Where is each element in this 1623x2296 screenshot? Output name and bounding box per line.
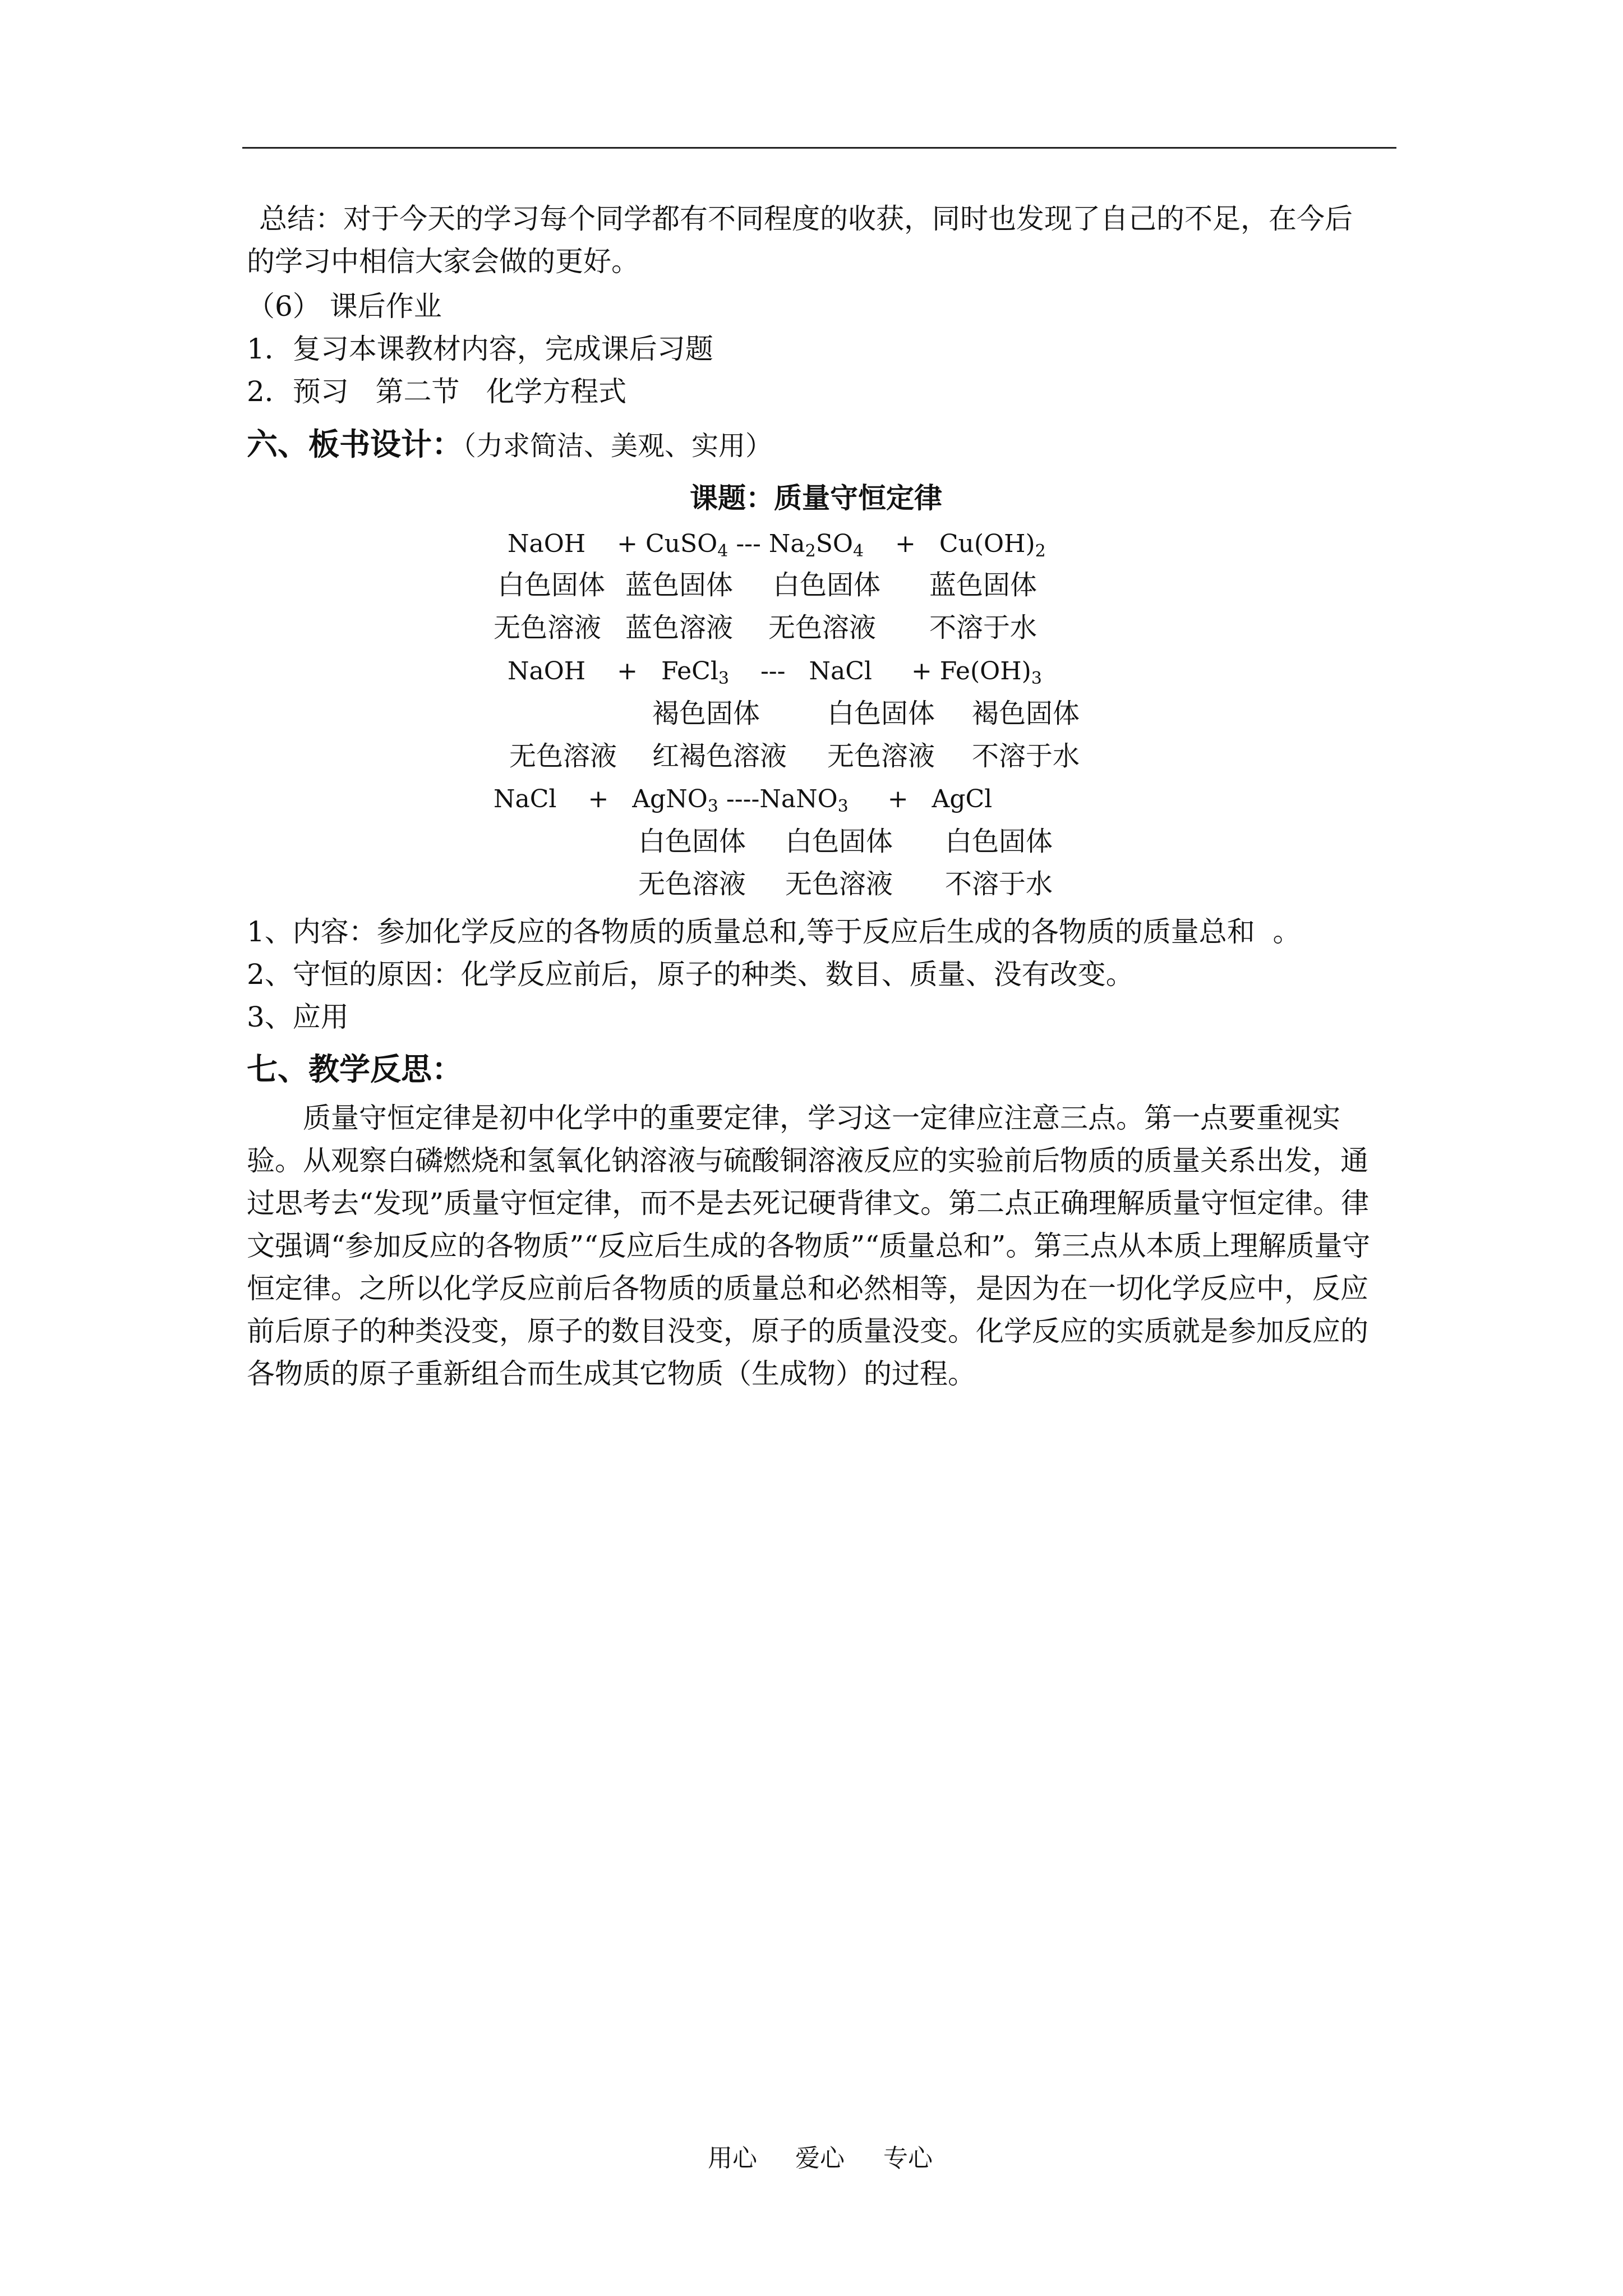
product: + Fe(OH) <box>911 657 1031 685</box>
reaction-1-state: 蓝色固体 <box>929 569 1038 601</box>
homework-item-2: 2．预习 第二节 化学方程式 <box>247 375 627 408</box>
reaction-2-state: 白色固体 <box>827 698 935 729</box>
reaction-1-solution: 蓝色溶液 <box>625 612 734 643</box>
reaction-2-solution: 无色溶液 <box>827 740 935 772</box>
reaction-3-solution: 无色溶液 <box>638 868 746 900</box>
reaction-1-solution: 无色溶液 <box>768 612 877 643</box>
reaction-3-solution: 无色溶液 <box>785 868 893 900</box>
board-heading-text: 六、板书设计： <box>247 426 463 462</box>
plus: + <box>588 785 609 813</box>
board-point-2: 2、守恒的原因：化学反应前后，原子的种类、数目、质量、没有改变。 <box>247 958 1134 991</box>
reaction-2-solution: 不溶于水 <box>972 740 1080 772</box>
reactant: NaCl <box>494 785 557 813</box>
product: Na <box>768 530 805 558</box>
board-heading-note: （力求简洁、美观、实用） <box>463 430 773 462</box>
subscript: 4 <box>717 541 728 561</box>
reactant: NaOH <box>508 657 586 685</box>
summary-line-1: 总结：对于今天的学习每个同学都有不同程度的收获，同时也发现了自己的不足，在今后 <box>259 203 1353 235</box>
product: NaCl <box>809 657 872 685</box>
plus: + <box>895 530 916 558</box>
reaction-3-state: 白色固体 <box>945 826 1053 857</box>
reflection-paragraph <box>247 1097 1391 1395</box>
arrow: --- <box>760 657 786 685</box>
summary-line-2: 的学习中相信大家会做的更好。 <box>247 245 639 278</box>
board-title: 课题：质量守恒定律 <box>690 481 942 514</box>
reaction-1-state: 白色固体 <box>497 569 606 601</box>
footer-word: 用心 <box>708 2144 757 2173</box>
board-point-1: 1、内容：参加化学反应的各物质的质量总和,等于反应后生成的各物质的质量总和 。 <box>247 915 1301 948</box>
subscript: 3 <box>837 797 849 816</box>
homework-title: （6） 课后作业 <box>247 290 442 323</box>
homework-item-1: 1．复习本课教材内容，完成课后习题 <box>247 333 713 365</box>
reaction-2-state: 褐色固体 <box>972 698 1080 729</box>
subscript: 2 <box>805 541 816 561</box>
subscript: 3 <box>718 669 729 688</box>
plus: + <box>887 785 909 813</box>
reflection-heading: 七、教学反思： <box>247 1051 463 1087</box>
board-point-3: 3、应用 <box>247 1001 349 1033</box>
subscript: 3 <box>1031 669 1042 688</box>
reactant: + CuSO <box>617 530 718 558</box>
reaction-3-state: 白色固体 <box>785 826 893 857</box>
reaction-2-solution: 无色溶液 <box>509 740 617 772</box>
reaction-1-state: 白色固体 <box>773 569 881 601</box>
reaction-2-solution: 红褐色溶液 <box>652 740 787 772</box>
reaction-3-state: 白色固体 <box>638 826 746 857</box>
reactant: NaOH <box>508 530 586 558</box>
reaction-2-state: 褐色固体 <box>652 698 760 729</box>
product: SO <box>815 530 853 558</box>
reaction-1-solution: 不溶于水 <box>929 612 1038 643</box>
product: ----NaNO <box>726 785 838 813</box>
footer-word: 爱心 <box>795 2144 845 2173</box>
reaction-3-equation <box>494 780 992 819</box>
plus: + <box>617 657 638 685</box>
reaction-2-equation <box>508 652 1042 691</box>
reactant: FeCl <box>661 657 718 685</box>
board-heading <box>247 422 772 468</box>
subscript: 2 <box>1035 541 1046 561</box>
subscript: 3 <box>707 797 718 816</box>
subscript: 4 <box>852 541 864 561</box>
reaction-3-solution: 不溶于水 <box>945 868 1053 900</box>
footer-word: 专心 <box>883 2144 933 2173</box>
reaction-1-solution: 无色溶液 <box>494 612 602 643</box>
reactant: AgNO <box>632 785 708 813</box>
reaction-1-state: 蓝色固体 <box>625 569 734 601</box>
arrow: --- <box>736 530 761 558</box>
product: Cu(OH) <box>939 530 1035 558</box>
product: AgCl <box>932 785 993 813</box>
header-rule <box>242 147 1396 149</box>
reaction-1-equation <box>508 524 1046 564</box>
reflection-text: 质量守恒定律是初中化学中的重要定律，学习这一定律应注意三点。第一点要重视实验。从观察白磷燃烧和氢氧化钠溶液与硫酸铜溶液反应的实验前后物质的质量关系出发，通过思考去“发现”质量守恒定律，而不是去死记硬背律文。第二点正确理解质量守恒定律。律文强调“参加反应的各物质”“反应后生成的各物质”“质量总和”。第三点从本质上理解质量守恒定律。之所以化学反应前后各物质的质量总和必然相等，是因为在一切化学反应中，反应前后原子的种类没变，原子的数目没变，原子的质量没变。化学反应的实质就是参加反应的各物质的原子重新组合而生成其它物质（生成物）的过程。 <box>247 1102 1371 1390</box>
